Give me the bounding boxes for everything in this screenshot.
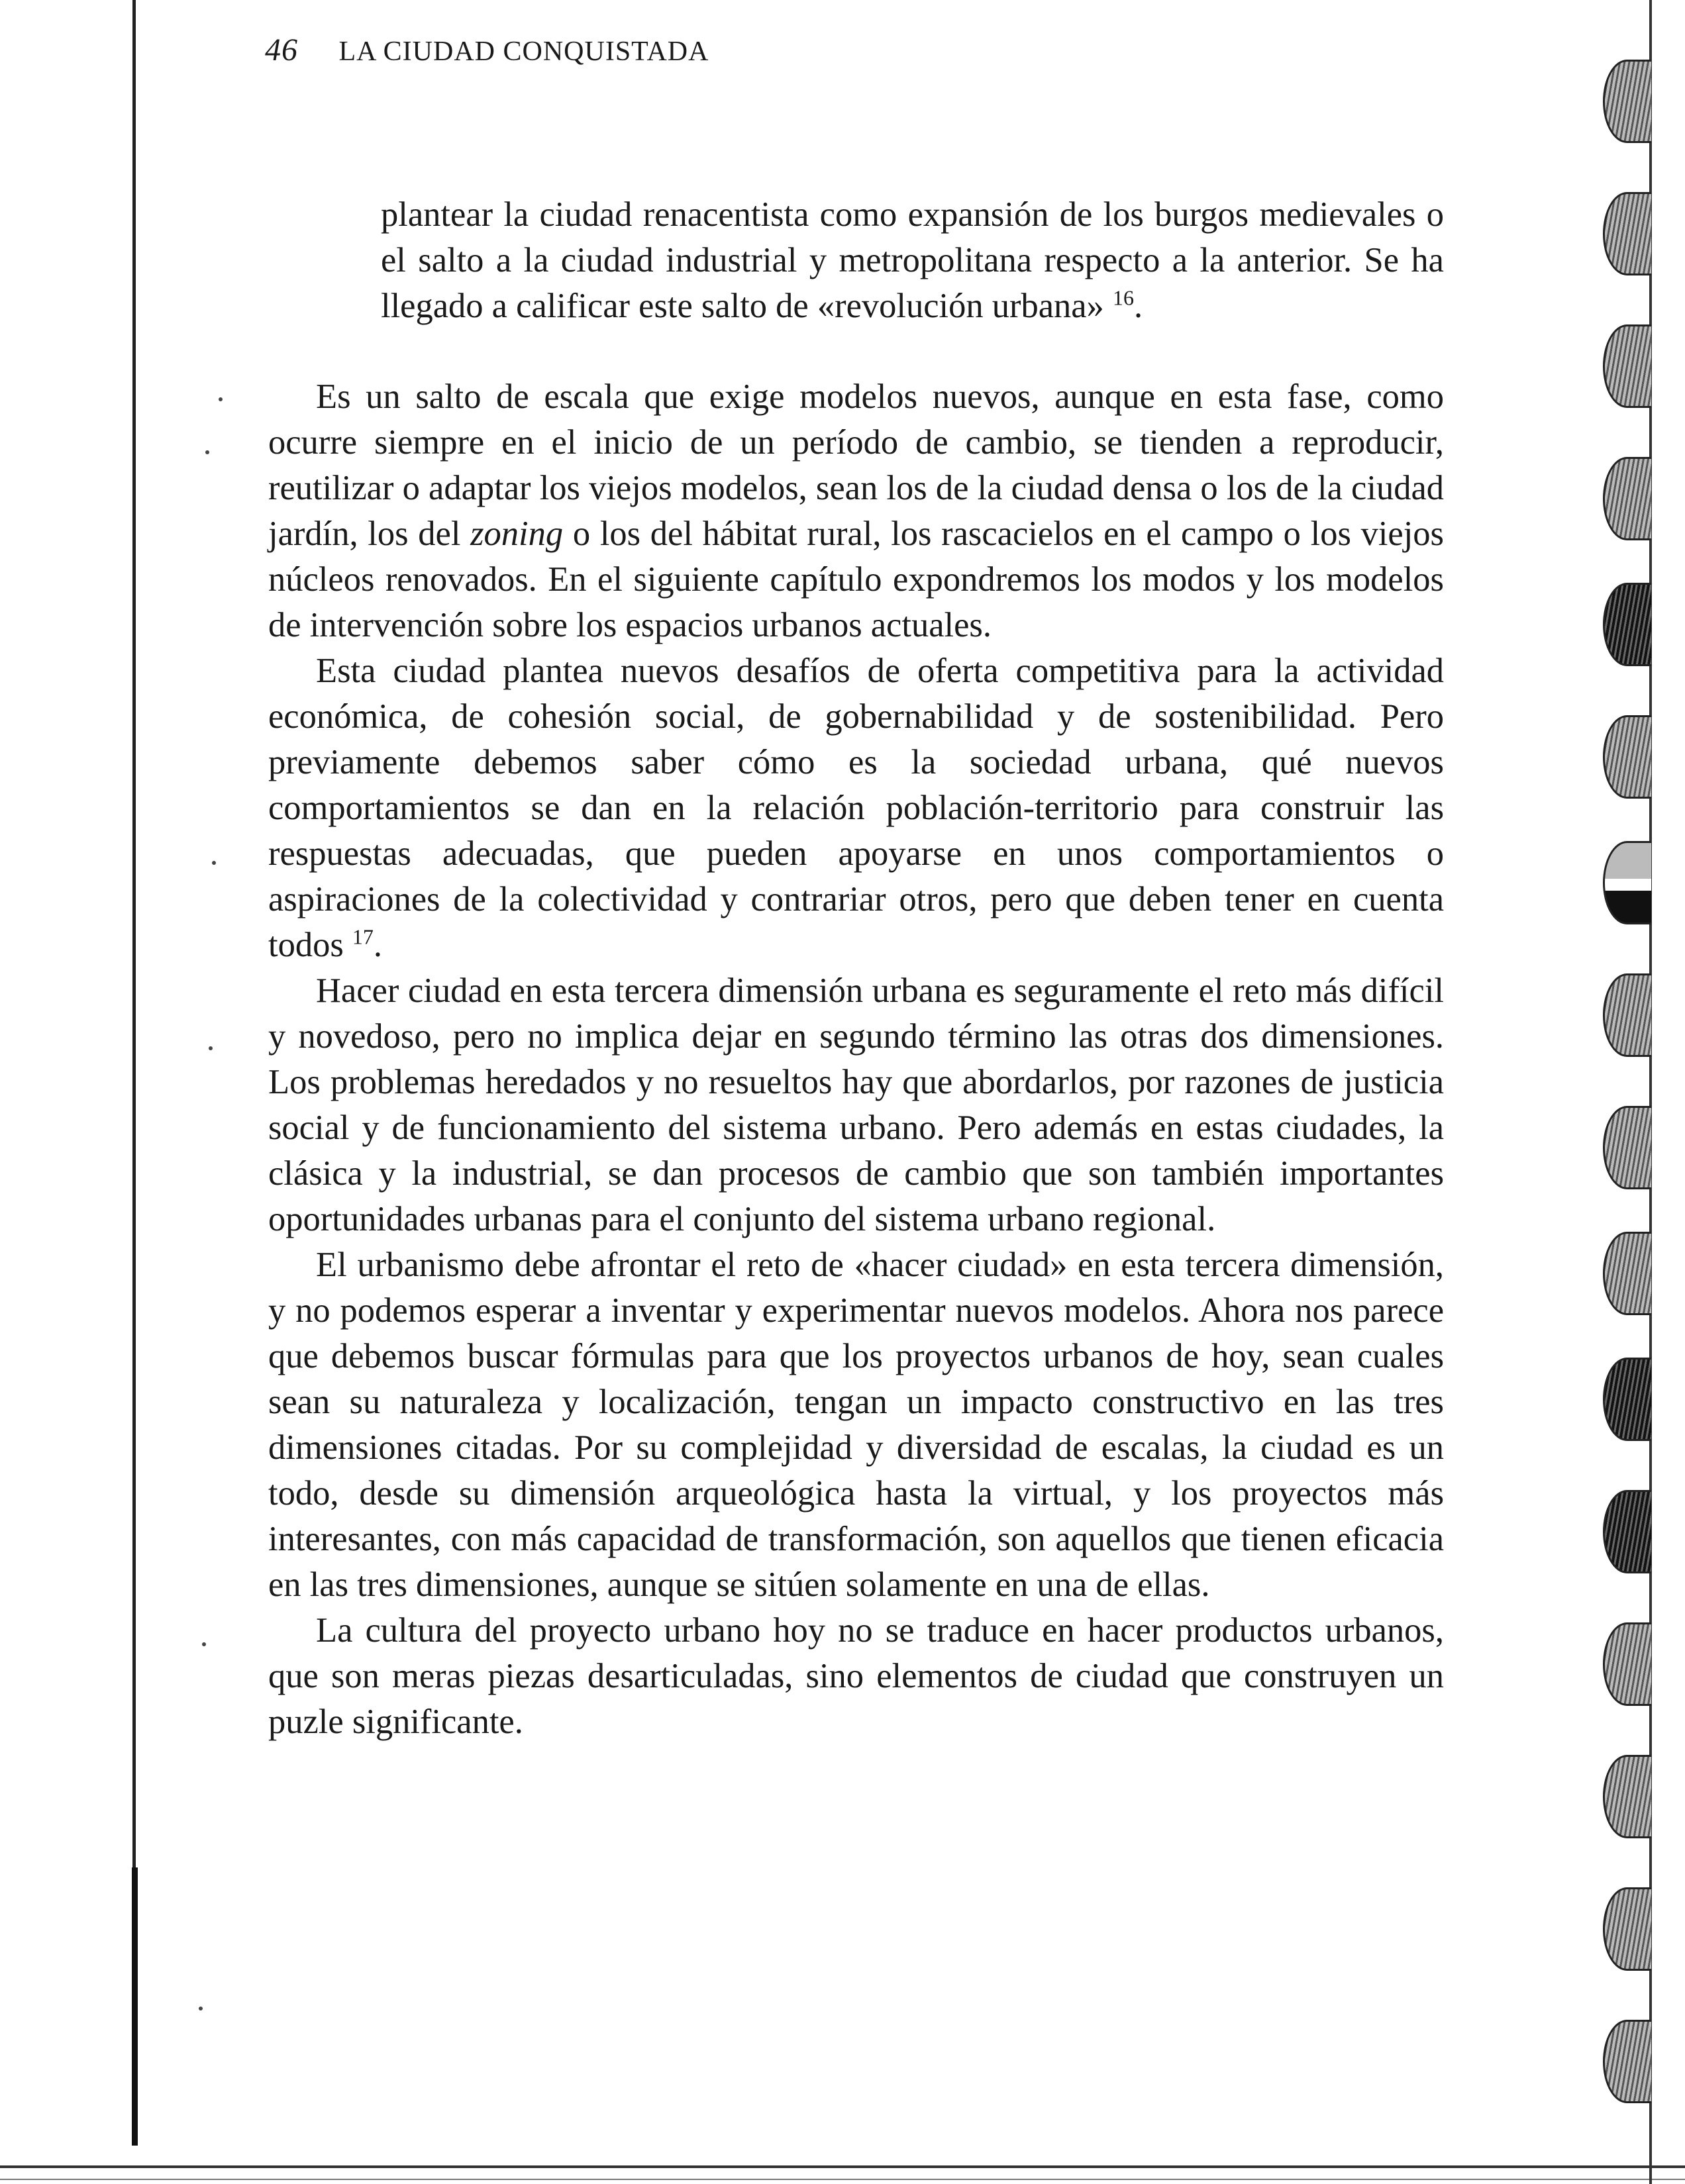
- binding-ring: [1603, 457, 1651, 540]
- paragraph-continuation: [268, 192, 1444, 329]
- scan-border-bottom-faint: [0, 2179, 1685, 2180]
- binding-ring: [1603, 1887, 1651, 1971]
- scan-border-left-dark-segment: [132, 1867, 138, 2146]
- binding-ring: [1603, 1106, 1651, 1189]
- paragraph: La cultura del proyecto urbano hoy no se traduce en hacer productos urbanos, que son meras piezas desarticuladas, sino elementos de ciudad que construyen un puzle significante.: [268, 1611, 1444, 1741]
- binding-ring: [1603, 1358, 1651, 1441]
- page-number: 46: [265, 32, 298, 68]
- scan-border-left: [132, 0, 136, 2146]
- scan-speck: [219, 397, 223, 401]
- footnote-ref-16: 16: [1112, 285, 1134, 310]
- binding-ring: [1603, 841, 1651, 924]
- paragraph: El urbanismo debe afrontar el reto de «hacer ciudad» en esta tercera dimensión, y no podemos esperar a inventar y experimentar nuevos modelos. Ahora nos parece que debemos buscar fórmulas para que los proyectos urbanos de hoy, sean cuales sean su naturaleza y localización, tengan un impacto constructivo en las tres dimensiones citadas. Por su complejidad y diversidad de escalas, la ciudad es un todo, desde su dimensión arqueológica hasta la virtual, y los proyectos más interesantes, con más capacidad de transformación, son aquellos que tienen eficacia en las tres dimensiones, aunque se sitúen solamente en una de ellas.: [268, 1246, 1444, 1604]
- binding-ring: [1603, 1490, 1651, 1573]
- italic-term: zoning: [470, 515, 564, 553]
- binding-ring: [1603, 324, 1651, 408]
- paragraph-tail: .: [373, 926, 383, 964]
- paragraph-tail: .: [1133, 287, 1143, 325]
- scan-speck: [209, 1046, 213, 1050]
- paragraph: Hacer ciudad en esta tercera dimensión urbana es seguramente el reto más difícil y novedoso, pero no implica dejar en segundo término las otras dos dimensiones. Los problemas heredados y no resueltos hay que abordarlos, por razones de justicia social y de funcionamiento del sistema urbano. Pero además en estas ciudades, la clásica y la industrial, se dan procesos de cambio que son también importantes oportunidades urbanas para el conjunto del sistema urbano regional.: [268, 971, 1444, 1238]
- paragraph: [268, 648, 1444, 968]
- binding-ring: [1603, 192, 1651, 275]
- paragraph-text: Esta ciudad plantea nuevos desafíos de oferta competitiva para la actividad económica, de cohesión social, de gobernabilidad y de sostenibilidad. Pero previamente debemos saber cómo es la sociedad urbana, qué nuevos comportamientos se dan en la relación población-territorio para construir las respuestas adecuadas, que pueden apoyarse en unos comportamientos o aspiraciones de la colectividad y contrariar otros, pero que deben tener en cuenta todos: [268, 652, 1444, 964]
- running-head: [265, 32, 709, 68]
- scan-border-bottom: [0, 2165, 1685, 2168]
- body-text: [268, 192, 1444, 1745]
- binding-ring: [1603, 1755, 1651, 1838]
- scan-speck: [202, 1642, 206, 1646]
- scan-speck: [205, 450, 209, 454]
- binding-ring: [1603, 1232, 1651, 1315]
- binding-ring: [1603, 583, 1651, 666]
- paragraph-text: o los del hábitat rural, los rascacielos en el campo o los viejos núcleos renovados. En el siguiente capítulo expondremos los modos y los modelos de intervención sobre los espacios urbanos actuales.: [268, 515, 1444, 644]
- footnote-ref-17: 17: [352, 924, 374, 949]
- binding-ring: [1603, 60, 1651, 143]
- paragraph: [268, 374, 1444, 648]
- binding-ring: [1603, 973, 1651, 1057]
- book-title: LA CIUDAD CONQUISTADA: [338, 36, 709, 67]
- binding-ring: [1603, 2020, 1651, 2103]
- paragraph-text: plantear la ciudad renacentista como expansión de los burgos medievales o el salto a la ciudad industrial y metropolitana respecto a la anterior. Se ha llegado a calificar este salto de «revolución urbana»: [381, 195, 1444, 325]
- binding-ring: [1603, 1622, 1651, 1706]
- scan-speck: [212, 861, 216, 865]
- scan-speck: [199, 2007, 203, 2010]
- binding-ring: [1603, 715, 1651, 799]
- paragraph-text: Es un salto de escala que exige modelos nuevos, aunque en esta fase, como ocurre siempre en el inicio de un período de cambio, se tienden a reproducir, reutilizar o adaptar los viejos modelos, sean los de la ciudad densa o los de la ciudad jardín, los del: [268, 377, 1444, 553]
